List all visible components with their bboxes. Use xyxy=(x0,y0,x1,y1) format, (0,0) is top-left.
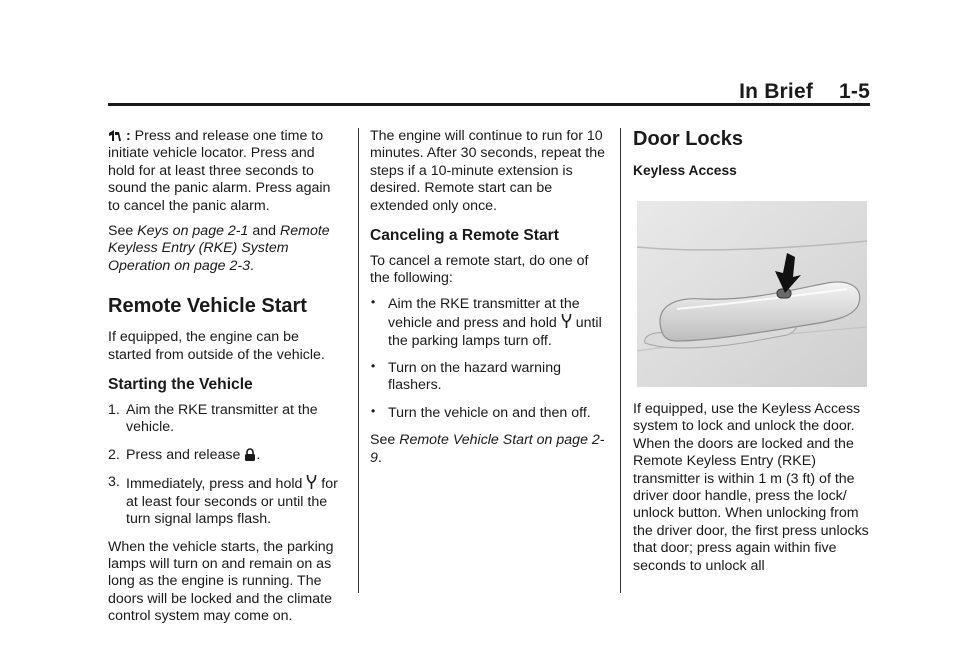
reference-keys: Keys on page 2-1 xyxy=(137,223,249,240)
step-text: Press and release xyxy=(126,446,241,463)
period: . xyxy=(249,257,254,274)
lock-icon xyxy=(244,448,256,461)
step-number: 2. xyxy=(108,446,120,463)
column-right xyxy=(633,128,873,583)
heading-keyless-access: Keyless Access xyxy=(633,163,737,178)
reference-rke: Remote Keyless Entry (RKE) System Operation on page 2-3 xyxy=(108,223,330,274)
locator-separator: : xyxy=(125,128,131,144)
page-header xyxy=(739,80,870,104)
see-also-paragraph xyxy=(370,432,606,467)
bullet-text: Turn on the hazard warning flashers. xyxy=(388,360,561,394)
after-start-paragraph: When the vehicle starts, the parking lamps will turn on and remain on as long as the engine is running. The doors will be locked and the climate control system may come on. xyxy=(108,538,334,625)
bullet-text: Aim the RKE transmitter at the vehicle and press and hold xyxy=(388,295,580,332)
bullet-dot: • xyxy=(371,359,376,374)
step-item xyxy=(108,474,344,528)
step-text: Immediately, press and hold xyxy=(126,476,303,493)
bullet-dot: • xyxy=(371,403,376,418)
remote-start-icon xyxy=(561,313,572,329)
vehicle-locator-icon xyxy=(108,129,122,142)
bullet-item xyxy=(370,360,606,395)
column-middle xyxy=(370,128,606,475)
step-item xyxy=(108,447,344,464)
bullet-dot: • xyxy=(371,294,376,309)
see-also-paragraph xyxy=(108,223,344,275)
column-divider xyxy=(358,128,359,593)
remote-intro: If equipped, the engine can be started from outside of the vehicle. xyxy=(108,329,325,363)
vehicle-locator-paragraph xyxy=(108,128,344,215)
heading-remote-vehicle-start: Remote Vehicle Start xyxy=(108,295,307,318)
locator-text: Press and release one time to initiate vehicle locator. Press and hold for at least three seconds to sound the panic alarm. Press again to cancel the panic alarm. xyxy=(108,128,331,214)
bullet-item xyxy=(370,405,606,422)
and-word: and xyxy=(252,223,277,240)
column-left xyxy=(108,128,344,634)
section-title: In Brief xyxy=(739,80,814,103)
step-item xyxy=(108,402,344,437)
bullet-text-continued: until the parking lamps turn off. xyxy=(388,315,602,349)
page-number: 1-5 xyxy=(839,80,870,103)
heading-starting-the-vehicle: Starting the Vehicle xyxy=(108,376,253,394)
cancel-intro: To cancel a remote start, do one of the following: xyxy=(370,253,589,287)
heading-door-locks: Door Locks xyxy=(633,128,744,150)
keyless-access-paragraph: If equipped, use the Keyless Access system to lock and unlock the door. When the doors are locked and the Remote Keyless Entry (RKE) transmitter is within 1 m (3 ft) of the driver door handle, press the lock/ unlock button. When unlocking from the driver door, the first press unlocks that door; press again within five seconds to unlock all xyxy=(633,401,869,574)
door-handle-illustration xyxy=(637,201,867,387)
bullet-item xyxy=(370,296,606,350)
see-word: See xyxy=(108,223,134,240)
bullet-text: Turn the vehicle on and then off. xyxy=(388,404,591,421)
step-text-continued: for at least four seconds or until the turn signal lamps flash. xyxy=(126,476,338,528)
see-word: See xyxy=(370,432,396,449)
period: . xyxy=(377,449,382,466)
step-number: 1. xyxy=(108,402,120,419)
engine-run-paragraph: The engine will continue to run for 10 minutes. After 30 seconds, repeat the steps if a 10-minute extension is desired. Remote start can be extended only once. xyxy=(370,128,606,214)
heading-canceling-remote-start: Canceling a Remote Start xyxy=(370,227,559,245)
step-text: Aim the RKE transmitter at the vehicle. xyxy=(126,402,318,436)
column-divider xyxy=(620,128,621,593)
remote-start-icon xyxy=(306,474,317,490)
header-rule xyxy=(108,103,870,106)
reference-remote-start: Remote Vehicle Start on page 2-9 xyxy=(370,432,605,466)
period: . xyxy=(256,446,261,463)
step-number: 3. xyxy=(108,474,120,491)
